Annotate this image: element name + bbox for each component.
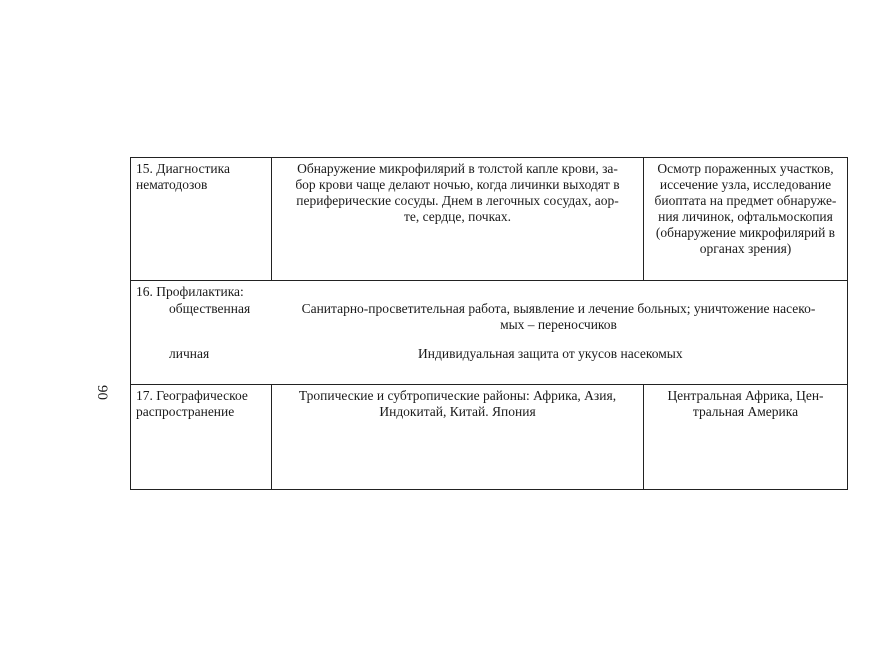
- text-line: Обнаружение микрофилярий в толстой капле крови, за-: [297, 161, 618, 176]
- cell-prevention: [131, 281, 848, 385]
- text-line: Осмотр пораженных участков,: [657, 161, 834, 176]
- row-label-prevention: 16. Профилактика:: [136, 284, 244, 299]
- text-line: биоптата на предмет обнаруже-: [654, 193, 837, 208]
- text-line: тральная Америка: [692, 404, 799, 419]
- text-line: мых – переносчиков: [500, 317, 617, 332]
- cell-diagnostics-skin: [644, 158, 848, 281]
- text-line: ния личинок, офтальмоскопия: [658, 209, 833, 224]
- sublabel-public: общественная: [169, 301, 251, 316]
- text-line: те, сердце, почках.: [403, 209, 512, 224]
- label-line: распространение: [136, 404, 235, 419]
- cell-diagnostics-blood: [272, 158, 644, 281]
- row-label-geography: [131, 385, 272, 490]
- table-row-diagnostics: [131, 158, 848, 281]
- text-line: Центральная Африка, Цен-: [667, 388, 824, 403]
- page-number: 90: [94, 385, 110, 400]
- table-row-geography: [131, 385, 848, 490]
- cell-geography-specific: [644, 385, 848, 490]
- label-line: нематодозов: [136, 177, 208, 192]
- text-line: периферические сосуды. Днем в легочных сосудах, аор-: [296, 193, 619, 208]
- public-prevention-text: [281, 301, 836, 333]
- sublabel-personal: личная: [169, 346, 210, 361]
- table-row-prevention: [131, 281, 848, 385]
- text-line: Тропические и субтропические районы: Африка, Азия,: [298, 388, 617, 403]
- personal-prevention-text: Индивидуальная защита от укусов насекомых: [418, 346, 683, 361]
- text-line: Санитарно-просветительная работа, выявление и лечение больных; уничтожение насеко-: [301, 301, 816, 316]
- text-line: Индокитай, Китай. Япония: [379, 404, 536, 419]
- text-line: органах зрения): [699, 241, 792, 256]
- row-label-diagnostics: [131, 158, 272, 281]
- text-line: иссечение узла, исследование: [659, 177, 832, 192]
- disease-table: [130, 157, 848, 490]
- text-line: бор крови чаще делают ночью, когда личинки выходят в: [295, 177, 620, 192]
- cell-geography-regions: [272, 385, 644, 490]
- label-line: 17. Географическое: [136, 388, 248, 403]
- text-line: (обнаружение микрофилярий в: [655, 225, 836, 240]
- label-line: 15. Диагностика: [136, 161, 230, 176]
